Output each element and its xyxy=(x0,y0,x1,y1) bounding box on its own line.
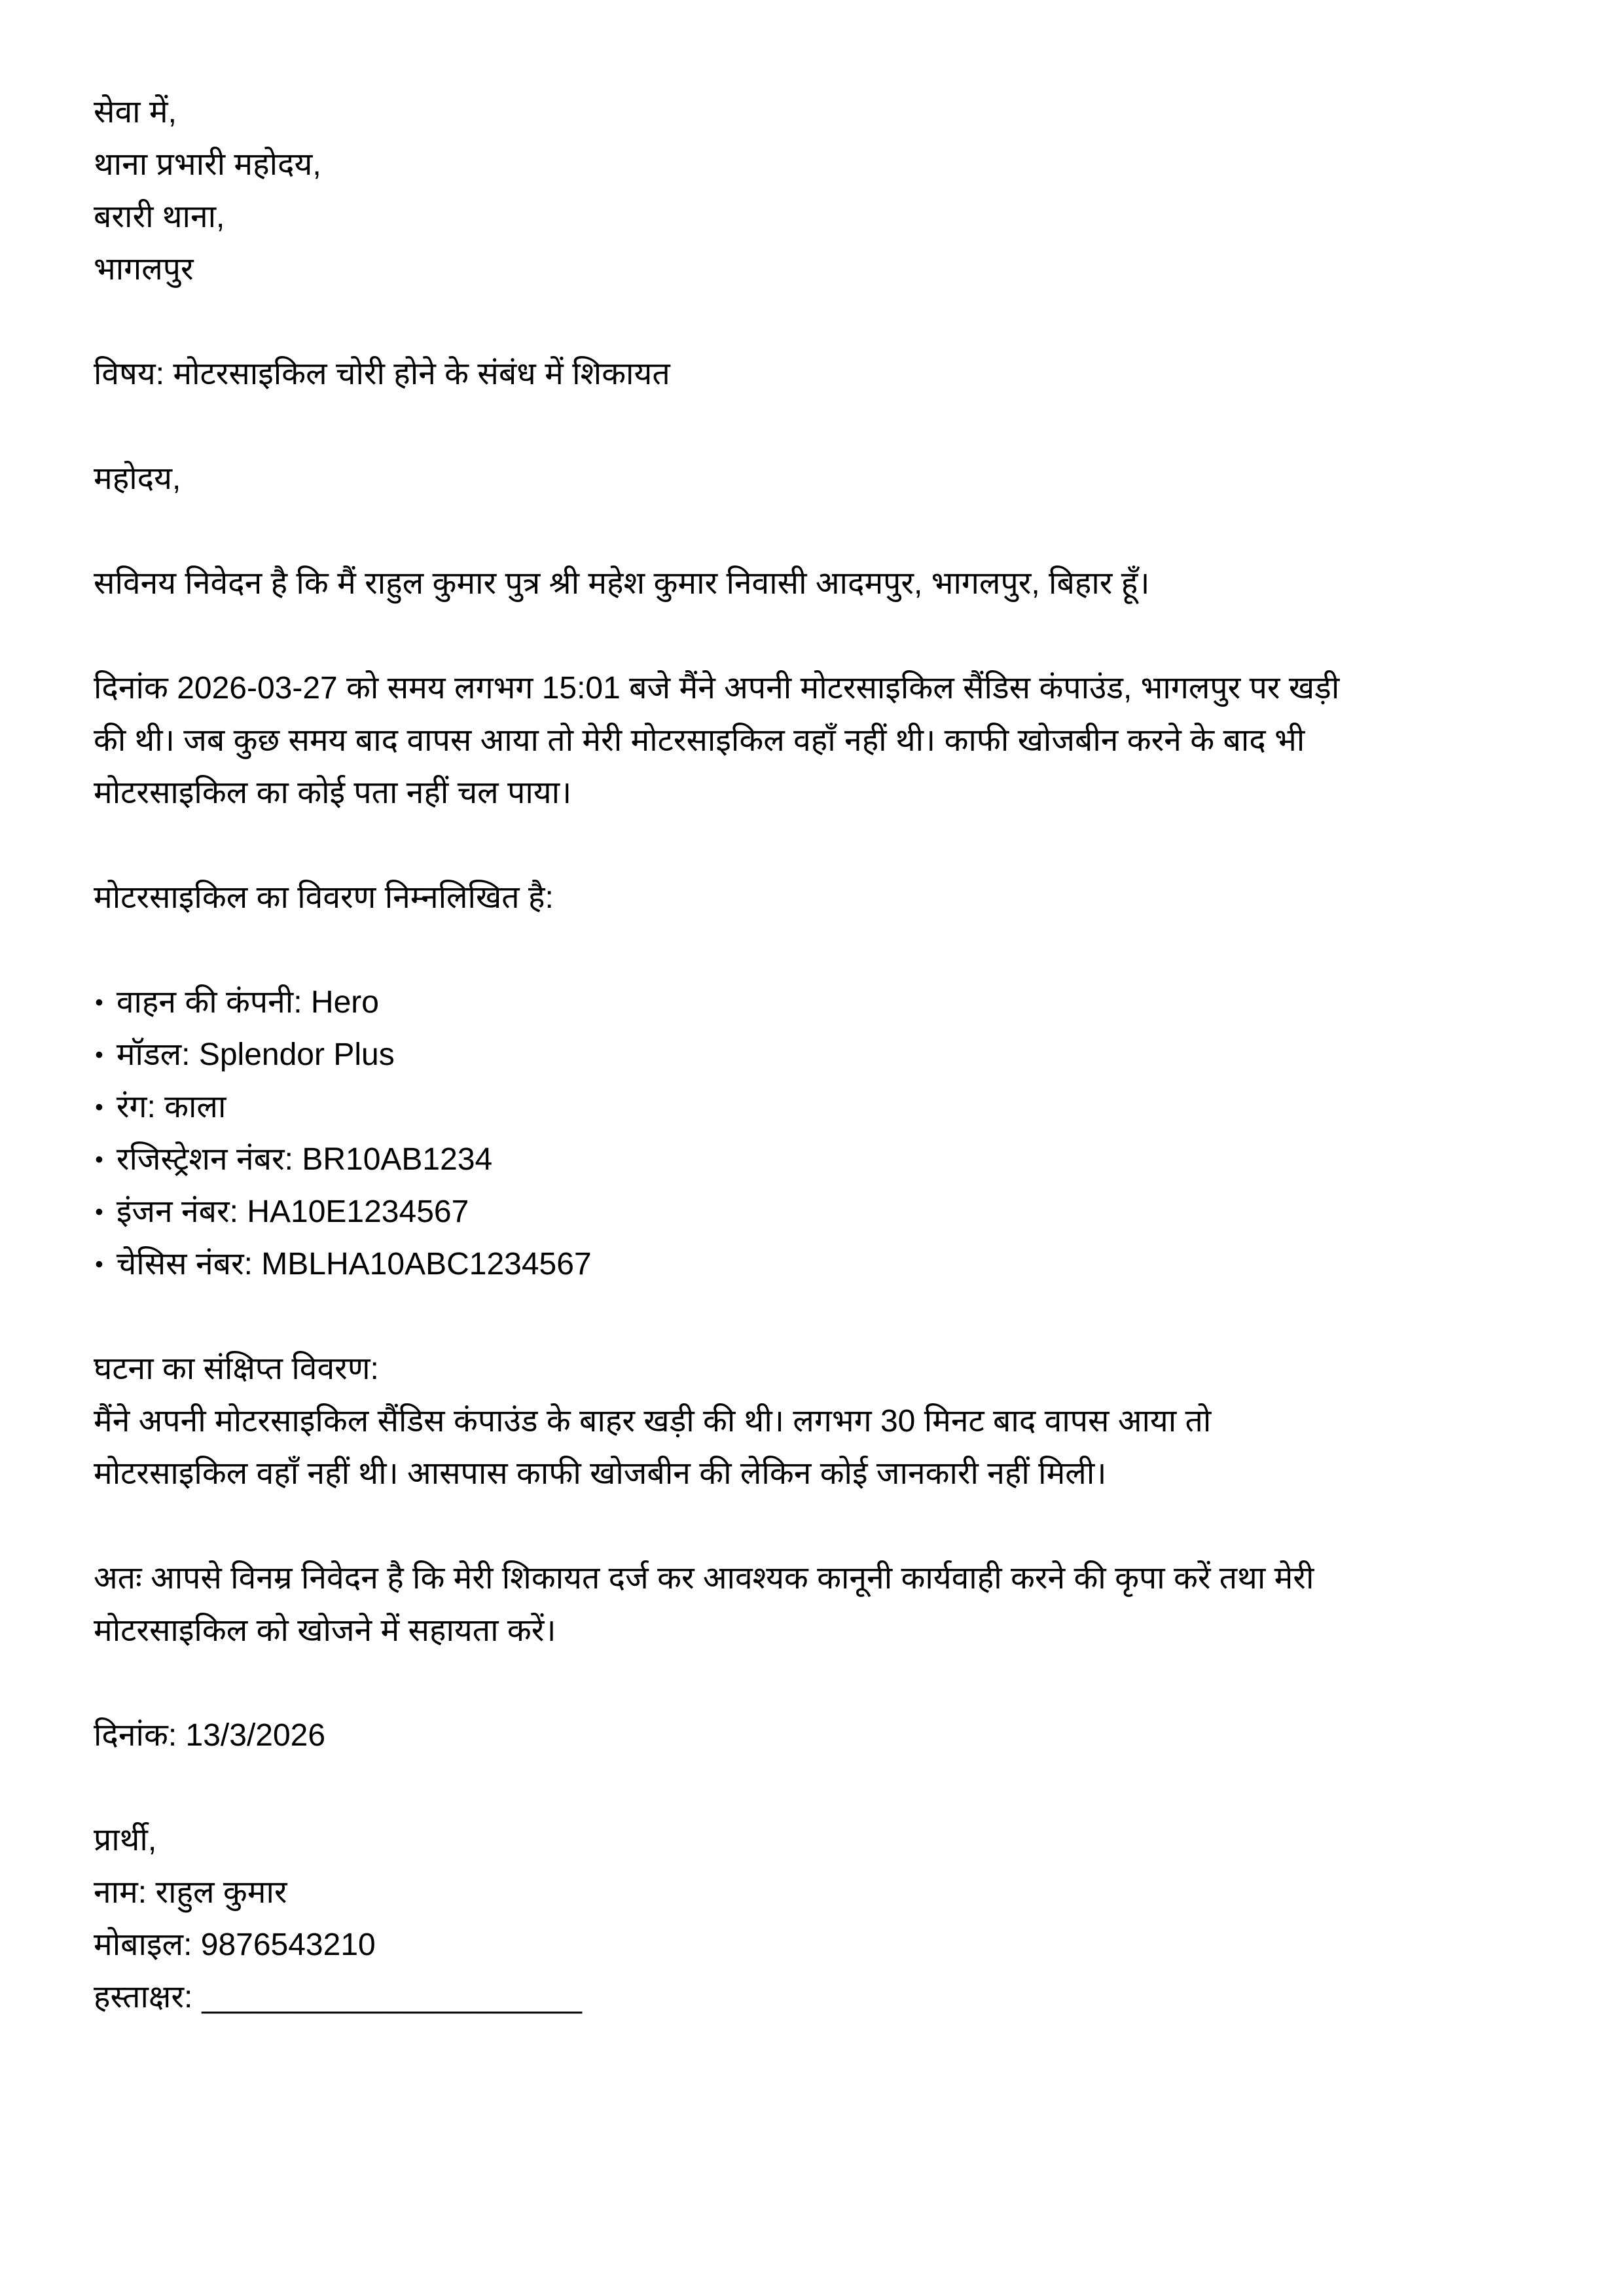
detail-item-company xyxy=(94,977,1532,1029)
salutation: महोदय, xyxy=(94,461,181,496)
details-list xyxy=(94,977,1532,1291)
recipient-line-station: बरारी थाना, xyxy=(94,200,225,234)
summary-line: मोटरसाइकिल वहाँ नहीं थी। आसपास काफी खोजबीन की लेकिन कोई जानकारी नहीं मिली। xyxy=(94,1456,1107,1491)
intro-paragraph: सविनय निवेदन है कि मैं राहुल कुमार पुत्र श्री महेश कुमार निवासी आदमपुर, भागलपुर, बिहार हूँ। xyxy=(94,566,1150,601)
bullet-icon: • xyxy=(95,1146,103,1173)
detail-item-model xyxy=(94,1029,1532,1081)
incident-line: मोटरसाइकिल का कोई पता नहीं चल पाया। xyxy=(94,776,572,810)
recipient-line-to: सेवा में, xyxy=(94,95,177,130)
bullet-icon: • xyxy=(95,989,103,1016)
detail-item-engine xyxy=(94,1186,1532,1238)
closing-applicant: प्रार्थी, xyxy=(94,1823,157,1857)
request-line: मोटरसाइकिल को खोजने में सहायता करें। xyxy=(94,1613,556,1648)
subject-line: विषय: मोटरसाइकिल चोरी होने के संबंध में शिकायत xyxy=(94,357,670,391)
bullet-icon: • xyxy=(95,1198,103,1225)
request-paragraph xyxy=(94,1552,1532,1657)
details-heading: मोटरसाइकिल का विवरण निम्नलिखित है: xyxy=(94,880,554,915)
closing-name: नाम: राहुल कुमार xyxy=(94,1875,287,1910)
recipient-block xyxy=(94,86,1532,296)
incident-line: की थी। जब कुछ समय बाद वापस आया तो मेरी मोटरसाइकिल वहाँ नहीं थी। काफी खोजबीन करने के बाद भी xyxy=(94,723,1305,758)
recipient-line-city: भागलपुर xyxy=(94,252,194,287)
signature-row xyxy=(94,1971,1532,2024)
closing-mobile: मोबाइल: 9876543210 xyxy=(94,1928,376,1962)
incident-line: दिनांक 2026-03-27 को समय लगभग 15:01 बजे मैंने अपनी मोटरसाइकिल सैंडिस कंपाउंड, भागलपुर पर खड़ी xyxy=(94,671,1340,706)
bullet-icon: • xyxy=(95,1094,103,1121)
summary-heading: घटना का संक्षिप्त विवरण: xyxy=(94,1352,379,1386)
detail-text: मॉडल: Splendor Plus xyxy=(116,1037,395,1072)
summary-section xyxy=(94,1343,1532,1500)
summary-line: मैंने अपनी मोटरसाइकिल सैंडिस कंपाउंड के बाहर खड़ी की थी। लगभग 30 मिनट बाद वापस आया तो xyxy=(94,1404,1212,1439)
recipient-line-officer: थाना प्रभारी महोदय, xyxy=(94,147,321,182)
detail-text: वाहन की कंपनी: Hero xyxy=(116,985,379,1020)
detail-text: चेसिस नंबर: MBLHA10ABC1234567 xyxy=(116,1247,592,1282)
detail-text: रंग: काला xyxy=(116,1090,226,1124)
detail-item-registration xyxy=(94,1134,1532,1186)
signature-blank-line: _____________________ xyxy=(202,1980,583,2015)
bullet-icon: • xyxy=(95,1251,103,1278)
signature-label: हस्ताक्षर: xyxy=(94,1980,193,2015)
detail-item-color xyxy=(94,1081,1532,1134)
closing-block xyxy=(94,1814,1532,2024)
date-line: दिनांक: 13/3/2026 xyxy=(94,1718,326,1753)
detail-text: इंजन नंबर: HA10E1234567 xyxy=(116,1194,469,1229)
bullet-icon: • xyxy=(95,1041,103,1068)
incident-paragraph xyxy=(94,662,1532,819)
request-line: अतः आपसे विनम्र निवेदन है कि मेरी शिकायत दर्ज कर आवश्यक कानूनी कार्यवाही करने की कृपा करें तथा मेरी xyxy=(94,1561,1314,1596)
detail-item-chassis xyxy=(94,1238,1532,1291)
detail-text: रजिस्ट्रेशन नंबर: BR10AB1234 xyxy=(116,1142,493,1177)
